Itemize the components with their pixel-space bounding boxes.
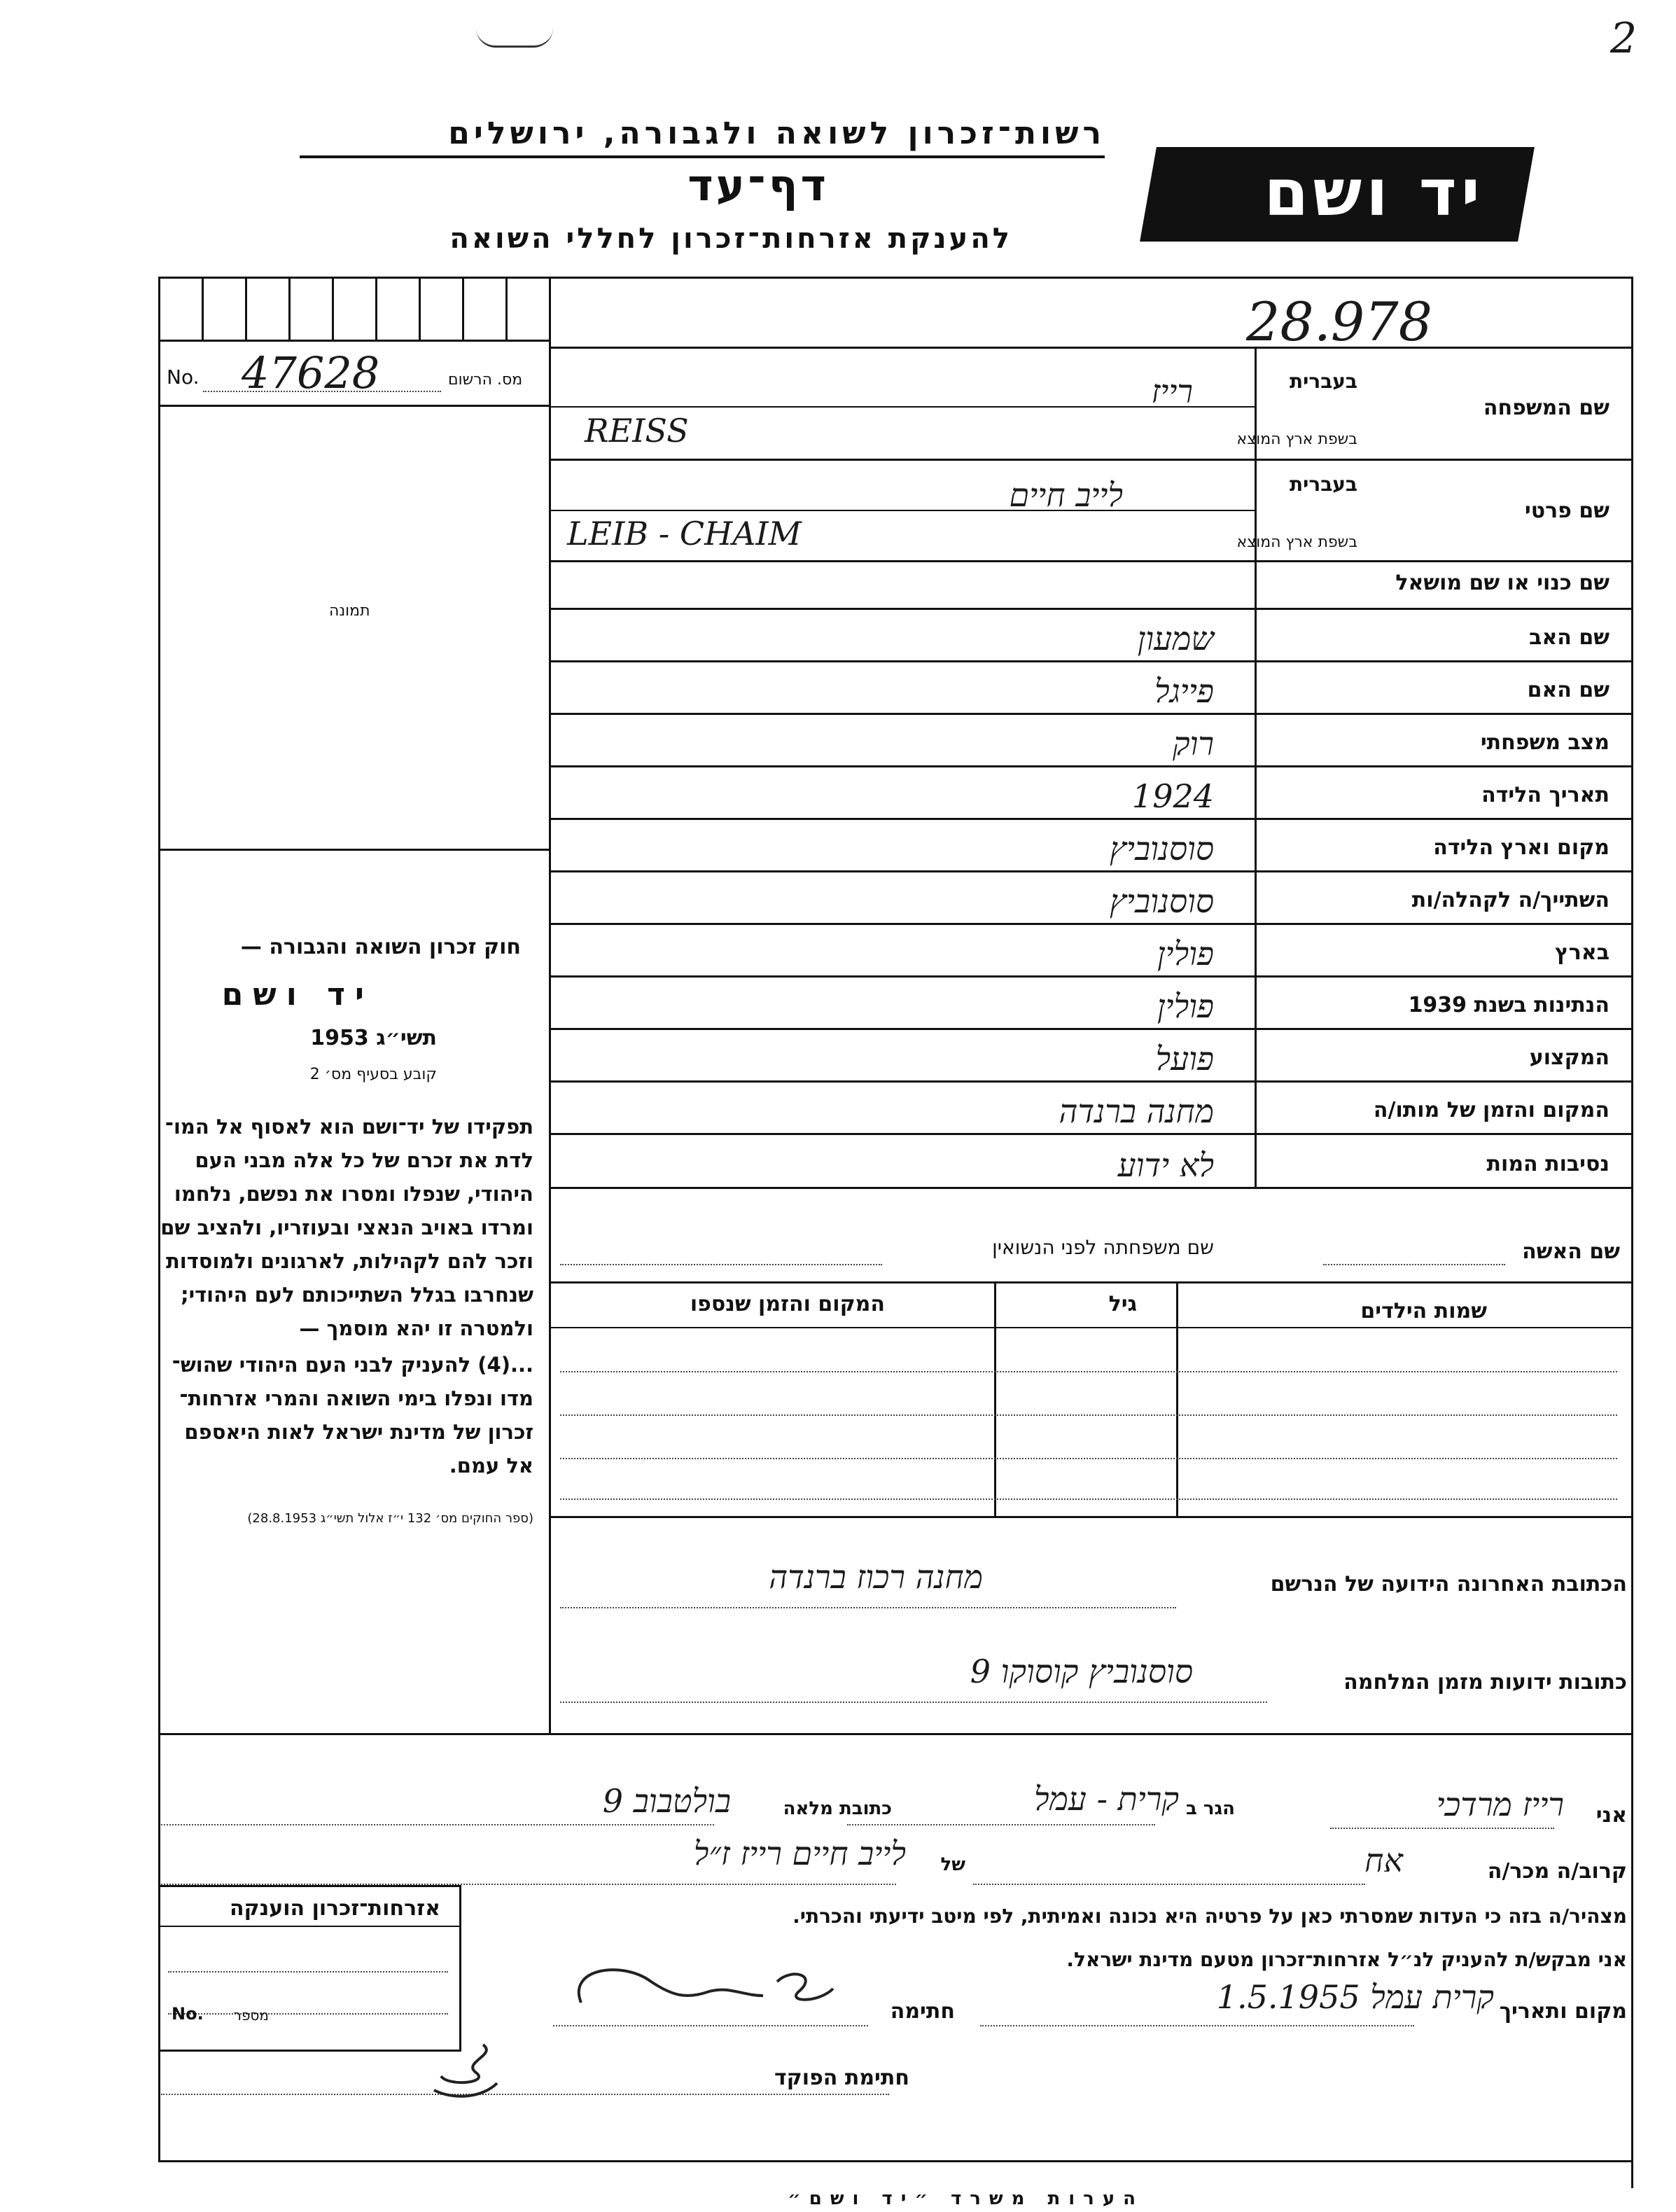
resident-city-value[interactable]: קרית - עמל [1034,1780,1179,1818]
full-address-label: כתובת מלאה [783,1798,892,1819]
lang-origin-label: בשפת ארץ המוצא [1236,431,1357,448]
mother-name-value[interactable]: פייגל [1154,672,1214,710]
nickname-label: שם כנוי או שם מושאל [1395,571,1609,595]
signature-label: חתימה [890,1999,955,2024]
law-section: קובע בסעיף מס׳ 2 [309,1066,437,1083]
mother-name-label: שם האם [1527,678,1609,702]
scribble-mark [476,28,553,48]
law-text-line: לדת את זכרם של כל אלה מבני העם [195,1148,533,1172]
war-address-value[interactable]: סוסנוביץ קוסוקו 9 [970,1653,1193,1690]
law-text-line: ולמטרה זו יהא מוסמך — [299,1316,533,1340]
death-place-label: המקום והזמן של מותו/ה [1373,1098,1609,1122]
lang-hebrew-label: בעברית [1289,473,1357,496]
reg-number[interactable]: 47628 [242,347,380,398]
community-label: השתייך/ה לקהלה/ות [1411,888,1609,912]
family-name-hebrew-value[interactable]: רייז [1151,373,1193,410]
lang-hebrew-label: בעברית [1289,370,1357,393]
community-value[interactable]: סוסנוביץ [1109,882,1214,920]
first-name-latin-value[interactable]: LEIB - CHAIM [567,515,802,552]
law-text-line: אל עמם. [449,1454,533,1477]
children-age-header: גיל [1108,1292,1137,1316]
children-names-header: שמות הילדים [1360,1299,1487,1323]
law-name: יד ושם [221,977,374,1013]
children-place-header: המקום והזמן שנספו [690,1292,885,1316]
lang-origin-label: בשפת ארץ המוצא [1236,534,1357,551]
law-text-line: ומרדו באויב הנאצי ובעוזריו, ולהציב שם [160,1216,533,1239]
deceased-name-value[interactable]: לייב חיים רייז ז״ל [693,1835,906,1872]
last-address-value[interactable]: מחנה רכוז ברנדה [769,1558,983,1596]
relation-value[interactable]: אח [1364,1842,1403,1879]
last-address-label: הכתובת האחרונה הידועה של הנרשם [1270,1572,1627,1597]
org-underline [300,155,1105,158]
reg-no-label: No. [167,366,200,389]
father-name-label: שם האב [1529,625,1609,650]
form-subtitle: להענקת אזרחות־זכרון לחללי השואה [449,223,1012,255]
law-text-line: תפקידו של יד־ושם הוא לאסוף אל המו־ [165,1115,533,1139]
first-name-hebrew-value[interactable]: לייב חיים [1009,476,1123,514]
law-text-line: ...(4) להעניק לבני העם היהודי שהוש־ [172,1353,533,1377]
law-title: חוק זכרון השואה והגבורה — [240,935,521,959]
photo-label: תמונה [329,602,370,620]
citizenship-no-label: No. [172,2004,204,2024]
death-cause-label: נסיבות המות [1486,1152,1609,1176]
relation-label: קרוב/ה מכר/ה [1487,1859,1627,1884]
declarant-signature [567,1954,847,2024]
place-date-value[interactable]: קרית עמל 1.5.1955 [1216,1978,1494,2016]
reg-label: מס. הרשום [448,371,523,389]
citizenship-number-label: מספר [233,2007,269,2024]
declaration-statement-1: מצהיר/ה בזה כי העדות שמסרתי כאן על פרטיה היא נכונה ואמיתית, לפי מיטב ידיעתי והכרתי. [792,1905,1627,1928]
declaration-statement-2: אני מבקש/ת להעניק לנ״ל אזרחות־זכרון מטעם מדינת ישראל. [1066,1948,1627,1971]
father-name-value[interactable]: שמעון [1137,620,1214,658]
nationality-value[interactable]: פולין [1157,987,1214,1025]
law-text-line: זכרון של מדינת ישראל לאות היאספם [184,1420,533,1444]
full-address-value[interactable]: בולטבוב 9 [602,1782,731,1820]
wife-name-label: שם האשה [1522,1239,1620,1264]
citizenship-granted-title: אזרחות־זכרון הוענקה [229,1896,440,1921]
marital-status-value[interactable]: רוק [1173,725,1214,763]
family-name-label: שם המשפחה [1483,396,1609,420]
family-name-latin-value[interactable]: REISS [585,412,689,450]
officer-signature-label: חתימת הפוקד [774,2066,909,2090]
marital-status-label: מצב משפחתי [1480,730,1609,755]
birth-date-value[interactable]: 1924 [1131,777,1214,815]
birth-date-label: תאריך הלידה [1481,783,1609,807]
nationality-label: הנתינות בשנת 1939 [1408,993,1609,1017]
first-name-label: שם פרטי [1524,499,1609,523]
country-value[interactable]: פולין [1157,935,1214,973]
death-cause-value[interactable]: לא ידוע [1117,1146,1214,1184]
footer-notes-label: הערות משרד ״יד ושם״ [788,2188,1144,2209]
profession-value[interactable]: פועל [1155,1040,1214,1078]
law-year: תשי״ג 1953 [310,1026,437,1050]
form-title: דף־עד [687,160,829,211]
profession-label: המקצוע [1529,1045,1609,1070]
law-text-line: וזכר להם לקהילות, לארגונים ולמוסדות [165,1249,533,1273]
left-column-divider [549,277,551,1733]
yad-vashem-logo: יד ושם [1140,147,1535,242]
country-label: בארץ [1554,940,1609,965]
page-corner-mark: 2 [1610,14,1637,63]
law-reference: (ספר החוקים מס׳ 132 י״ז אלול תשי״ג 28.8.1953) [247,1511,533,1526]
birth-place-label: מקום וארץ הלידה [1433,835,1609,860]
law-text-line: היהודי, שנפלו ומסרו את נפשם, נלחמו [174,1182,533,1206]
war-addresses-label: כתובות ידועות מזמן המלחמה [1343,1670,1627,1695]
declaration-ani-label: אני [1595,1803,1627,1828]
declarant-name-value[interactable]: רייז מרדכי [1436,1786,1564,1823]
file-number: 28.978 [1246,291,1432,353]
wife-maiden-name-label: שם משפחתה לפני הנשואין [992,1236,1214,1259]
resident-label: הגר ב [1185,1798,1235,1819]
of-label: של [940,1854,965,1875]
org-name: רשות־זכרון לשואה ולגבורה, ירושלים [448,116,1105,151]
place-date-label: מקום ותאריך [1499,1999,1627,2024]
law-text-line: מדו ונפלו בימי השואה והמרי אזרחות־ [179,1386,533,1410]
birth-place-value[interactable]: סוסנוביץ [1109,830,1214,868]
death-place-value[interactable]: מחנה ברנדה [1059,1092,1214,1130]
law-text-line: שנחרבו בגלל השתייכותם לעם היהודי; [180,1283,533,1307]
